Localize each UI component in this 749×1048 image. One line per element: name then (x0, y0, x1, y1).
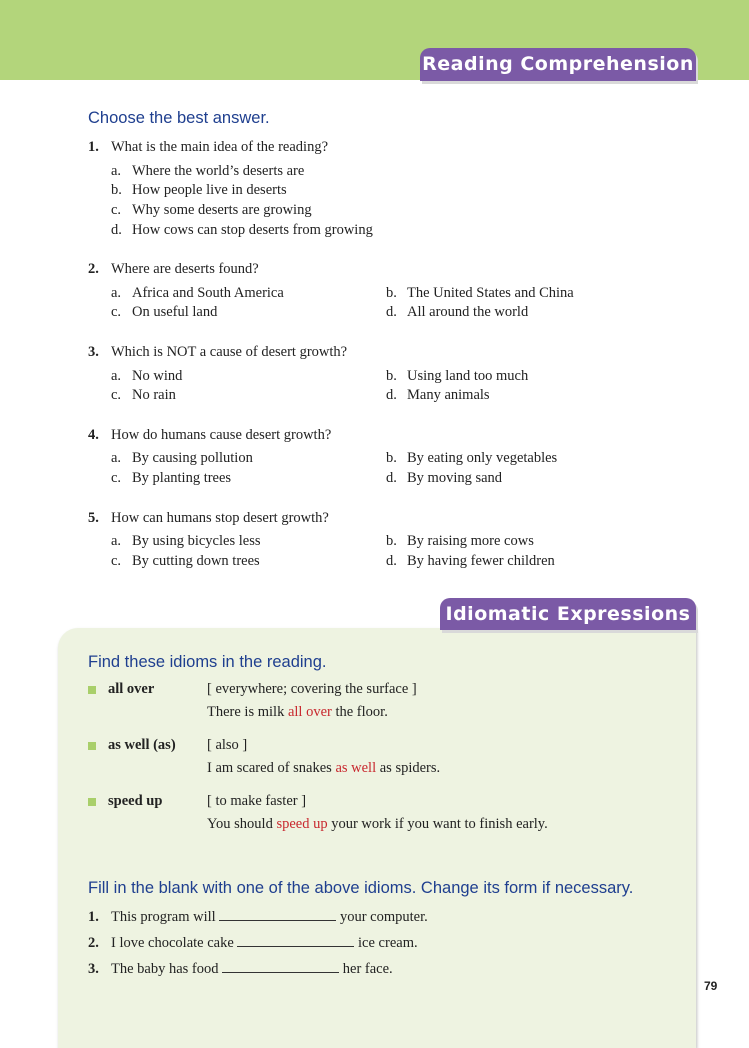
answer-blank[interactable] (237, 934, 354, 947)
question-2 (88, 261, 259, 278)
option-text: All around the world (407, 304, 529, 320)
idiom-term: speed up (108, 793, 163, 809)
option-letter: c. (111, 553, 122, 569)
option-5b (386, 533, 534, 550)
question-number: 3. (88, 344, 99, 360)
option-text: Using land too much (407, 368, 529, 384)
option-5a (111, 533, 260, 550)
question-text: How can humans stop desert growth? (111, 510, 329, 526)
option-text: By causing pollution (132, 450, 253, 466)
option-letter: d. (386, 387, 397, 403)
option-1b (111, 182, 287, 199)
example-text: the floor. (331, 704, 388, 720)
question-number: 5. (88, 510, 99, 526)
option-letter: c. (111, 304, 122, 320)
option-letter: a. (111, 450, 122, 466)
option-4b (386, 450, 557, 467)
option-4c (111, 470, 231, 487)
page-number: 79 (704, 979, 718, 993)
option-2d (386, 304, 528, 321)
option-text: The United States and China (407, 285, 574, 301)
option-letter: c. (111, 387, 122, 403)
reading-comprehension-title: Reading Comprehension (422, 53, 694, 75)
question-4 (88, 427, 331, 444)
question-5 (88, 510, 329, 527)
reading-instruction: Choose the best answer. (88, 109, 270, 127)
option-1d (111, 222, 373, 239)
idiom-definition: [ to make faster ] (207, 793, 307, 809)
example-highlight: all over (287, 704, 332, 720)
option-letter: d. (386, 553, 397, 569)
option-text: By moving sand (407, 470, 503, 486)
fill-text: This program will (111, 909, 220, 925)
option-text: By planting trees (132, 470, 232, 486)
option-4a (111, 450, 253, 467)
option-text: How cows can stop deserts from growing (132, 222, 373, 238)
option-letter: a. (111, 285, 122, 301)
idiom-definition: [ everywhere; covering the surface ] (207, 681, 417, 697)
idiom-definition: [ also ] (207, 737, 248, 753)
option-text: By raising more cows (407, 533, 534, 549)
bullet-icon (88, 798, 96, 806)
question-text: Where are deserts found? (111, 261, 259, 277)
option-text: Why some deserts are growing (132, 202, 312, 218)
option-4d (386, 470, 502, 487)
option-text: By having fewer children (407, 553, 555, 569)
option-letter: b. (386, 285, 397, 301)
question-number: 2. (88, 261, 99, 277)
question-text: What is the main idea of the reading? (111, 139, 329, 155)
option-letter: b. (386, 368, 397, 384)
question-3 (88, 344, 347, 361)
option-text: Where the world’s deserts are (132, 163, 305, 179)
fill-text: The baby has food (111, 961, 223, 977)
option-letter: d. (386, 470, 397, 486)
question-number: 4. (88, 427, 99, 443)
option-letter: a. (111, 533, 122, 549)
idiom-example (207, 816, 548, 833)
option-1a (111, 163, 304, 180)
option-letter: c. (111, 470, 122, 486)
option-text: Africa and South America (132, 285, 284, 301)
option-letter: b. (386, 533, 397, 549)
idiom-term: as well (as) (108, 737, 176, 753)
bullet-icon (88, 686, 96, 694)
answer-blank[interactable] (219, 908, 336, 921)
option-text: On useful land (132, 304, 218, 320)
example-highlight: as well (335, 760, 377, 776)
option-letter: d. (111, 222, 122, 238)
example-text: as spiders. (376, 760, 441, 776)
example-text: your work if you want to finish early. (327, 816, 548, 832)
option-text: No rain (132, 387, 176, 403)
bullet-icon (88, 742, 96, 750)
fill-item-1 (88, 908, 428, 926)
option-letter: b. (111, 182, 122, 198)
option-letter: b. (386, 450, 397, 466)
fill-instruction: Fill in the blank with one of the above idioms. Change its form if necessary. (88, 879, 634, 897)
fill-text: ice cream. (354, 935, 418, 951)
option-3c (111, 387, 176, 404)
question-text: Which is NOT a cause of desert growth? (111, 344, 348, 360)
question-text: How do humans cause desert growth? (111, 427, 332, 443)
option-letter: d. (386, 304, 397, 320)
fill-number: 3. (88, 961, 99, 977)
idiomatic-expressions-tab (440, 598, 696, 630)
fill-number: 1. (88, 909, 99, 925)
option-text: How people live in deserts (132, 182, 287, 198)
option-5c (111, 553, 260, 570)
option-letter: c. (111, 202, 122, 218)
question-number: 1. (88, 139, 99, 155)
fill-item-2 (88, 934, 418, 952)
fill-number: 2. (88, 935, 99, 951)
option-text: Many animals (407, 387, 490, 403)
option-text: No wind (132, 368, 183, 384)
example-highlight: speed up (276, 816, 328, 832)
option-text: By eating only vegetables (407, 450, 558, 466)
option-3a (111, 368, 182, 385)
reading-comprehension-tab (420, 48, 696, 81)
fill-text: I love chocolate cake (111, 935, 238, 951)
idiom-term: all over (108, 681, 155, 697)
example-text: You should (207, 816, 277, 832)
option-2c (111, 304, 217, 321)
answer-blank[interactable] (222, 960, 339, 973)
idiom-example (207, 760, 440, 777)
fill-text: your computer. (336, 909, 428, 925)
fill-text: her face. (339, 961, 393, 977)
question-1 (88, 139, 328, 156)
example-text: There is milk (207, 704, 288, 720)
option-1c (111, 202, 312, 219)
option-text: By using bicycles less (132, 533, 261, 549)
idiom-example (207, 704, 388, 721)
idiomatic-expressions-title: Idiomatic Expressions (445, 603, 691, 625)
option-letter: a. (111, 368, 122, 384)
option-5d (386, 553, 555, 570)
option-2a (111, 285, 284, 302)
option-letter: a. (111, 163, 122, 179)
option-3d (386, 387, 490, 404)
fill-item-3 (88, 960, 393, 978)
example-text: I am scared of snakes (207, 760, 336, 776)
option-2b (386, 285, 574, 302)
idioms-instruction: Find these idioms in the reading. (88, 653, 327, 671)
option-3b (386, 368, 528, 385)
option-text: By cutting down trees (132, 553, 260, 569)
